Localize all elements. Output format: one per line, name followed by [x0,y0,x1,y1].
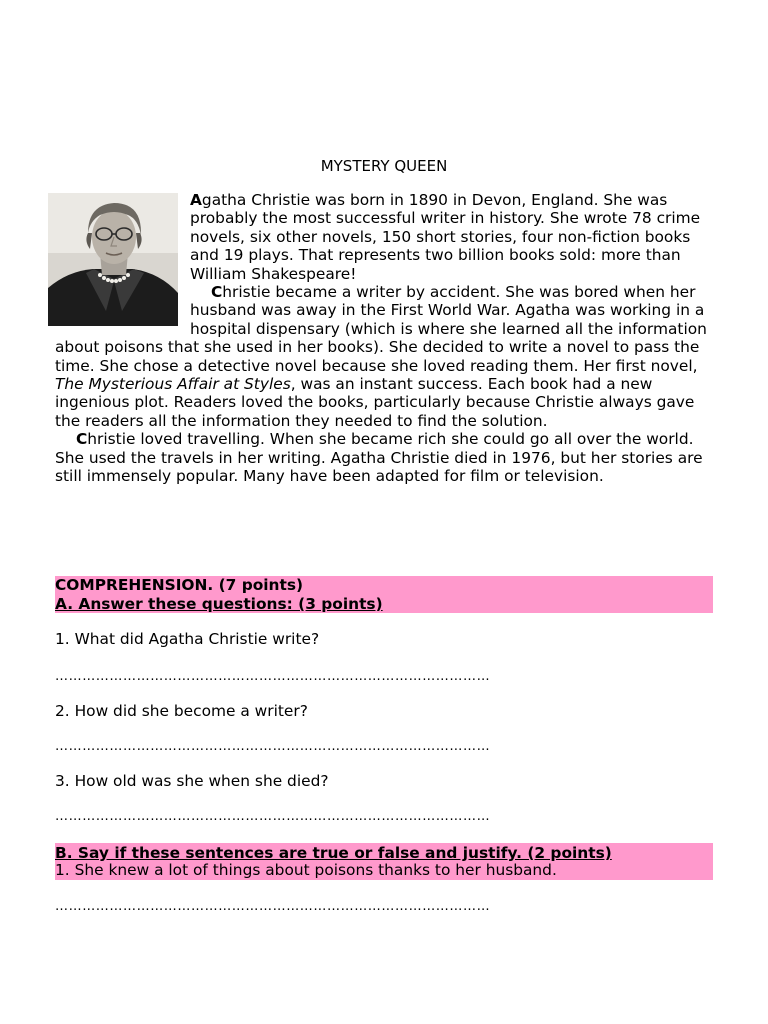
drop-cap: C [211,283,223,302]
paragraph-text: gatha Christie was born in 1890 in Devon, England. She was probably the most successful writer in history. She wrote 78 crime novels, six other novels, 150 short stories, four non-fiction books and 19 plays. That represents two billion books sold: more than William Shakespeare! [190,191,701,283]
drop-cap: C [76,430,88,449]
photo-spacer [55,191,190,331]
question-1: 1. What did Agatha Christie write? [55,630,320,648]
answer-line-4[interactable]: …………………………………………………………………………………… [55,900,491,914]
paragraph-text: hristie became a writer by accident. She was bored when her husband was away in the First World War. Agatha was working in a hospital dispensary (which is where she learned all the information about poisons that she used in her books). She decided to write a novel to pass the time. She chose a detective novel because she loved reading them. Her first novel, [55,283,707,375]
question-2: 2. How did she become a writer? [55,702,308,720]
section-b-heading: B. Say if these sentences are true or false and justify. (2 points) [55,844,612,862]
answer-line-3[interactable]: …………………………………………………………………………………… [55,810,491,824]
article-paragraph-3 [55,430,715,485]
answer-line-2[interactable]: …………………………………………………………………………………… [55,740,491,754]
paragraph-text: hristie loved travelling. When she became rich she could go all over the world. She used the travels in her writing. Agatha Christie died in 1976, but her stories are still immensely popular. Many have been adapted for film or television. [55,430,703,486]
question-3: 3. How old was she when she died? [55,772,329,790]
drop-cap: A [190,191,202,209]
answer-line-1[interactable]: …………………………………………………………………………………… [55,670,491,684]
article-body [55,191,715,486]
section-a-heading: A. Answer these questions: (3 points) [55,595,383,613]
statement-1: 1. She knew a lot of things about poisons thanks to her husband. [55,861,557,879]
comprehension-heading: COMPREHENSION. (7 points) [55,576,304,594]
paragraph-text: , was an instant success. Each book had a new ingenious plot. Readers loved the books, particularly because Christie always gave the readers all the information they needed to find the solution. [55,375,695,430]
page-title: MYSTERY QUEEN [320,157,448,175]
book-title: The Mysterious Affair at Styles [55,375,291,394]
